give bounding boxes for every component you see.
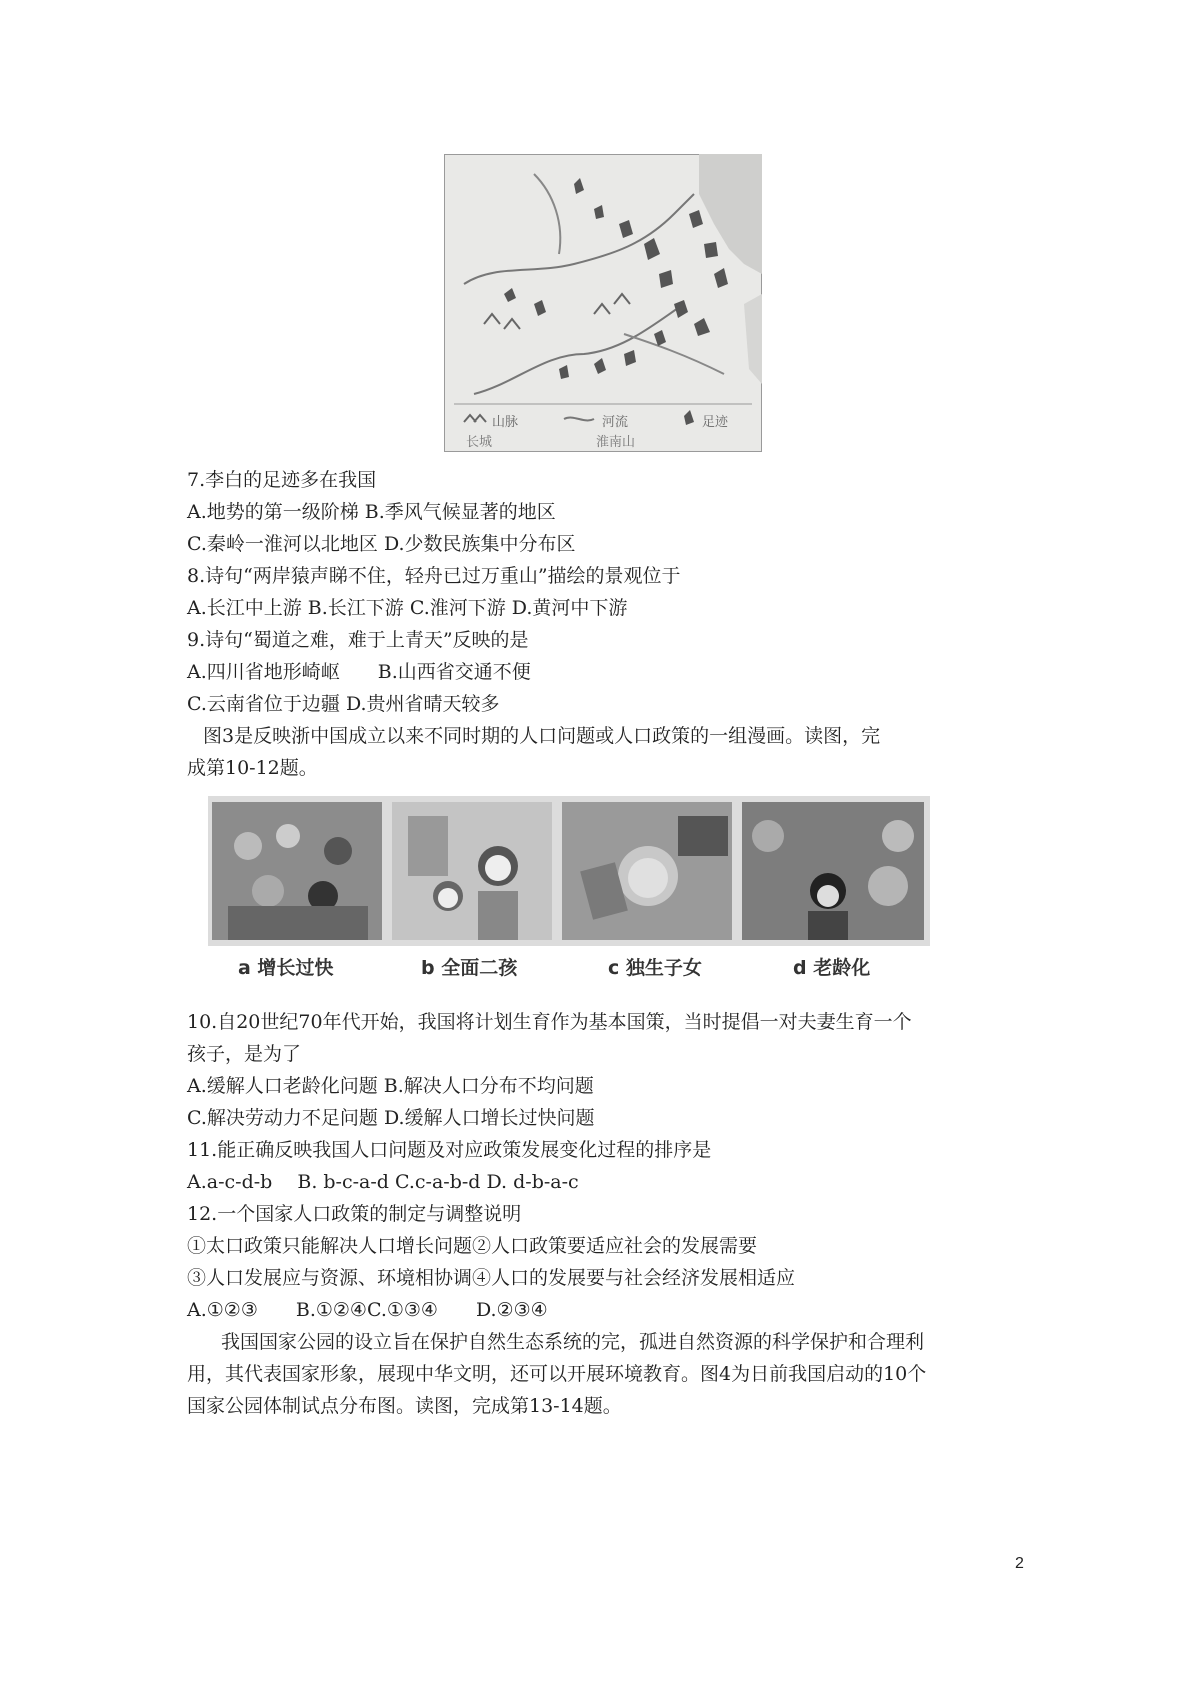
- q12-stem: 12.一个国家人口政策的制定与调整说明: [187, 1203, 522, 1225]
- q10-options-cd: C.解决劳动力不足问题 D.缓解人口增长过快问题: [187, 1107, 595, 1129]
- q7-stem: 7.李白的足迹多在我国: [187, 469, 377, 491]
- q9-stem: 9.诗句“蜀道之难，难于上青天”反映的是: [187, 629, 529, 651]
- legend-rivers: 河流: [602, 415, 629, 430]
- q10-stem-line1: 10.自20世纪70年代开始，我国将计划生育作为基本国策，当时提倡一对夫妻生育一个: [187, 1011, 912, 1033]
- page-number: 2: [1015, 1555, 1024, 1572]
- legend-mountains: 山脉: [492, 415, 519, 430]
- q12-options: A.①②③ B.①②④C.①③④ D.②③④: [187, 1299, 548, 1321]
- q11-options: A.a-c-d-b B. b-c-a-d C.c-a-b-d D. d-b-a-c: [187, 1171, 579, 1193]
- q8-stem: 8.诗句“两岸猿声睇不住，轻舟已过万重山”描绘的景观位于: [187, 565, 681, 587]
- caption-d: d 老龄化: [793, 957, 871, 979]
- caption-b: b 全面二孩: [421, 957, 518, 979]
- q8-options: A.长江中上游 B.长江下游 C.淮河下游 D.黄河中下游: [187, 597, 628, 619]
- q12-items-line2: ③人口发展应与资源、环境相协调④人口的发展要与社会经济发展相适应: [187, 1267, 796, 1289]
- caption-a: a 增长过快: [238, 957, 334, 979]
- q10-options-ab: A.缓解人口老龄化问题 B.解决人口分布不均问题: [187, 1075, 594, 1097]
- population-cartoon-strip: [208, 796, 930, 946]
- legend-region-a: 长城: [466, 435, 493, 450]
- q9-options-cd: C.云南省位于边疆 D.贵州省晴天较多: [187, 693, 500, 715]
- cartoon-panel-c: [562, 802, 732, 940]
- legend-region-b: 淮南山: [596, 435, 636, 450]
- legend-footprints: 足迹: [702, 415, 729, 430]
- caption-c: c 独生子女: [608, 957, 702, 979]
- q7-options-ab: A.地势的第一级阶梯 B.季风气候显著的地区: [187, 501, 556, 523]
- cartoon-panel-d: [742, 802, 924, 940]
- intro-10-12-line1: 图3是反映浙中国成立以来不同时期的人口问题或人口政策的一组漫画。读图，完: [203, 725, 881, 747]
- intro-13-14-line2: 用，其代表国家形象，展现中华文明，还可以开展环境教育。图4为日前我国启动的10个: [187, 1363, 927, 1385]
- intro-10-12-line2: 成第10-12题。: [187, 757, 318, 779]
- intro-13-14-line1: 我国国家公园的设立旨在保护自然生态系统的完，孤进自然资源的科学保护和合理利: [221, 1331, 925, 1353]
- q7-options-cd: C.秦岭一淮河以北地区 D.少数民族集中分布区: [187, 533, 576, 555]
- cartoon-panel-b: [392, 802, 552, 940]
- q10-stem-line2: 孩子，是为了: [187, 1043, 302, 1065]
- cartoon-panel-a: [212, 802, 382, 940]
- q12-items-line1: ①太口政策只能解决人口增长问题②人口政策要适应社会的发展需要: [187, 1235, 758, 1257]
- q9-options-ab: A.四川省地形崎岖 B.山西省交通不便: [187, 661, 531, 683]
- intro-13-14-line3: 国家公园体制试点分布图。读图，完成第13-14题。: [187, 1395, 622, 1417]
- li-bai-footprints-map: [444, 154, 762, 452]
- q11-stem: 11.能正确反映我国人口问题及对应政策发展变化过程的排序是: [187, 1139, 712, 1161]
